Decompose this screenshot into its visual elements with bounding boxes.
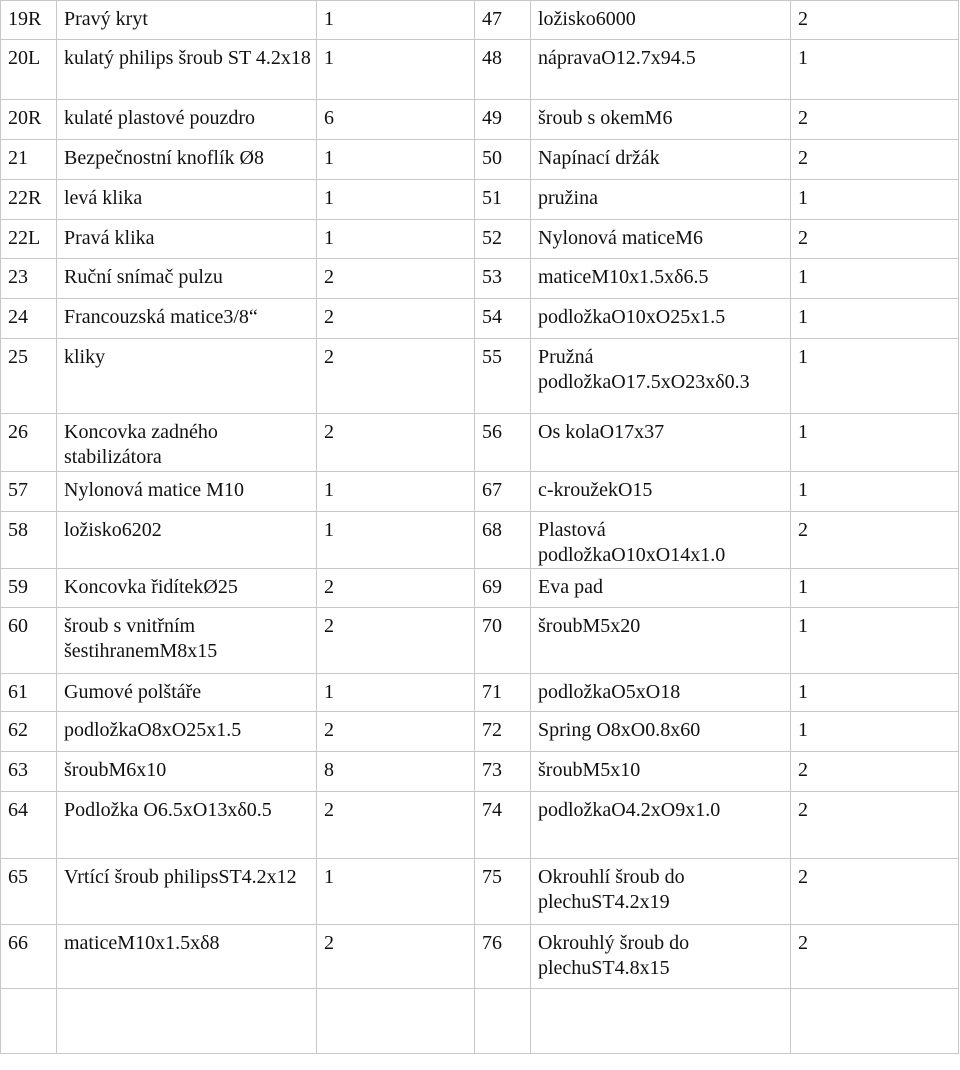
item-name: šroubM5x10 <box>531 752 791 792</box>
item-name <box>57 989 317 1054</box>
item-number: 75 <box>475 859 531 925</box>
item-number <box>475 989 531 1054</box>
item-quantity: 8 <box>317 752 475 792</box>
item-name: podložkaO5xO18 <box>531 674 791 712</box>
item-quantity: 2 <box>791 140 959 180</box>
item-number: 56 <box>475 414 531 472</box>
item-quantity: 1 <box>791 569 959 608</box>
item-number: 52 <box>475 220 531 259</box>
item-quantity: 2 <box>791 859 959 925</box>
item-number: 20R <box>1 100 57 140</box>
item-number: 22L <box>1 220 57 259</box>
item-quantity: 1 <box>791 414 959 472</box>
item-quantity: 1 <box>317 180 475 220</box>
item-name: šroubM6x10 <box>57 752 317 792</box>
table-row <box>1 40 959 100</box>
item-quantity: 2 <box>317 792 475 859</box>
item-quantity: 2 <box>317 339 475 414</box>
table-row <box>1 414 959 472</box>
item-number: 21 <box>1 140 57 180</box>
item-number: 54 <box>475 299 531 339</box>
table-row <box>1 180 959 220</box>
table-row <box>1 859 959 925</box>
item-number: 58 <box>1 512 57 569</box>
item-number: 49 <box>475 100 531 140</box>
table-row <box>1 220 959 259</box>
item-number: 48 <box>475 40 531 100</box>
item-name: levá klika <box>57 180 317 220</box>
item-name: Nylonová matice M10 <box>57 472 317 512</box>
item-name: maticeM10x1.5xδ6.5 <box>531 259 791 299</box>
item-quantity: 2 <box>791 100 959 140</box>
item-quantity: 1 <box>791 259 959 299</box>
item-quantity: 1 <box>791 472 959 512</box>
item-number: 65 <box>1 859 57 925</box>
table-row <box>1 989 959 1054</box>
item-number: 68 <box>475 512 531 569</box>
table-row <box>1 569 959 608</box>
item-name: Podložka O6.5xO13xδ0.5 <box>57 792 317 859</box>
item-name: kulaté plastové pouzdro <box>57 100 317 140</box>
item-quantity: 1 <box>791 608 959 674</box>
item-quantity: 2 <box>317 925 475 989</box>
item-number: 19R <box>1 1 57 40</box>
table-row <box>1 472 959 512</box>
item-quantity: 1 <box>317 40 475 100</box>
item-quantity: 2 <box>791 1 959 40</box>
item-quantity: 2 <box>791 792 959 859</box>
item-number: 72 <box>475 712 531 752</box>
item-name: Plastová podložkaO10xO14x1.0 <box>531 512 791 569</box>
item-number: 23 <box>1 259 57 299</box>
item-name: pružina <box>531 180 791 220</box>
item-number: 25 <box>1 339 57 414</box>
item-quantity: 1 <box>317 859 475 925</box>
item-name: c-kroužekO15 <box>531 472 791 512</box>
item-name: Napínací držák <box>531 140 791 180</box>
item-number: 55 <box>475 339 531 414</box>
item-name: Okrouhlí šroub do plechuST4.2x19 <box>531 859 791 925</box>
item-name: Bezpečnostní knoflík Ø8 <box>57 140 317 180</box>
item-quantity: 2 <box>317 299 475 339</box>
item-name: nápravaO12.7x94.5 <box>531 40 791 100</box>
item-number: 71 <box>475 674 531 712</box>
item-quantity: 2 <box>791 512 959 569</box>
item-number: 70 <box>475 608 531 674</box>
item-name: Nylonová maticeM6 <box>531 220 791 259</box>
item-name: ložisko6202 <box>57 512 317 569</box>
item-quantity: 1 <box>791 40 959 100</box>
item-number: 53 <box>475 259 531 299</box>
item-quantity: 1 <box>791 180 959 220</box>
item-quantity: 2 <box>791 925 959 989</box>
item-name: ložisko6000 <box>531 1 791 40</box>
item-name: Vrtící šroub philipsST4.2x12 <box>57 859 317 925</box>
item-name: kulatý philips šroub ST 4.2x18 <box>57 40 317 100</box>
item-number: 73 <box>475 752 531 792</box>
table-row <box>1 299 959 339</box>
item-number: 20L <box>1 40 57 100</box>
item-quantity: 1 <box>317 1 475 40</box>
table-row <box>1 925 959 989</box>
table-row <box>1 752 959 792</box>
item-name: Spring O8xO0.8x60 <box>531 712 791 752</box>
table-row <box>1 792 959 859</box>
item-number: 63 <box>1 752 57 792</box>
item-quantity: 2 <box>791 752 959 792</box>
item-name: šroub s vnitřním šestihranemM8x15 <box>57 608 317 674</box>
item-name: Koncovka zadného stabilizátora <box>57 414 317 472</box>
item-quantity: 1 <box>317 220 475 259</box>
item-quantity: 1 <box>791 299 959 339</box>
item-number: 74 <box>475 792 531 859</box>
item-quantity: 2 <box>791 220 959 259</box>
item-name: šroubM5x20 <box>531 608 791 674</box>
item-name <box>531 989 791 1054</box>
item-quantity: 6 <box>317 100 475 140</box>
item-name: Pravá klika <box>57 220 317 259</box>
item-quantity: 1 <box>317 140 475 180</box>
item-quantity: 1 <box>791 712 959 752</box>
item-number: 22R <box>1 180 57 220</box>
table-row <box>1 512 959 569</box>
item-name: Os kolaO17x37 <box>531 414 791 472</box>
item-number: 47 <box>475 1 531 40</box>
item-number: 51 <box>475 180 531 220</box>
item-name: Okrouhlý šroub do plechuST4.8x15 <box>531 925 791 989</box>
table-row <box>1 608 959 674</box>
item-number: 50 <box>475 140 531 180</box>
item-quantity: 2 <box>317 414 475 472</box>
item-number: 67 <box>475 472 531 512</box>
item-quantity: 1 <box>317 674 475 712</box>
item-number: 62 <box>1 712 57 752</box>
table-row <box>1 259 959 299</box>
item-name: podložkaO10xO25x1.5 <box>531 299 791 339</box>
item-number: 64 <box>1 792 57 859</box>
table-row <box>1 140 959 180</box>
table-row <box>1 674 959 712</box>
item-name: kliky <box>57 339 317 414</box>
table-row <box>1 712 959 752</box>
item-name: Pravý kryt <box>57 1 317 40</box>
item-name: maticeM10x1.5xδ8 <box>57 925 317 989</box>
item-number: 24 <box>1 299 57 339</box>
table-row <box>1 100 959 140</box>
item-number: 66 <box>1 925 57 989</box>
item-number: 60 <box>1 608 57 674</box>
item-name: Koncovka řidítekØ25 <box>57 569 317 608</box>
table-row <box>1 1 959 40</box>
item-quantity <box>791 989 959 1054</box>
item-quantity: 1 <box>317 472 475 512</box>
item-name: Pružná podložkaO17.5xO23xδ0.3 <box>531 339 791 414</box>
item-quantity: 2 <box>317 608 475 674</box>
item-quantity: 2 <box>317 712 475 752</box>
item-name: Ruční snímač pulzu <box>57 259 317 299</box>
item-number <box>1 989 57 1054</box>
item-number: 76 <box>475 925 531 989</box>
item-quantity: 1 <box>317 512 475 569</box>
item-name: podložkaO8xO25x1.5 <box>57 712 317 752</box>
item-quantity: 2 <box>317 259 475 299</box>
item-number: 57 <box>1 472 57 512</box>
table-row <box>1 339 959 414</box>
item-quantity: 1 <box>791 339 959 414</box>
item-name: Eva pad <box>531 569 791 608</box>
item-name: šroub s okemM6 <box>531 100 791 140</box>
item-number: 61 <box>1 674 57 712</box>
item-number: 69 <box>475 569 531 608</box>
item-name: Gumové polštáře <box>57 674 317 712</box>
item-quantity <box>317 989 475 1054</box>
parts-table-body <box>1 1 959 1054</box>
item-name: Francouzská matice3/8“ <box>57 299 317 339</box>
item-quantity: 2 <box>317 569 475 608</box>
item-name: podložkaO4.2xO9x1.0 <box>531 792 791 859</box>
item-number: 26 <box>1 414 57 472</box>
item-number: 59 <box>1 569 57 608</box>
item-quantity: 1 <box>791 674 959 712</box>
